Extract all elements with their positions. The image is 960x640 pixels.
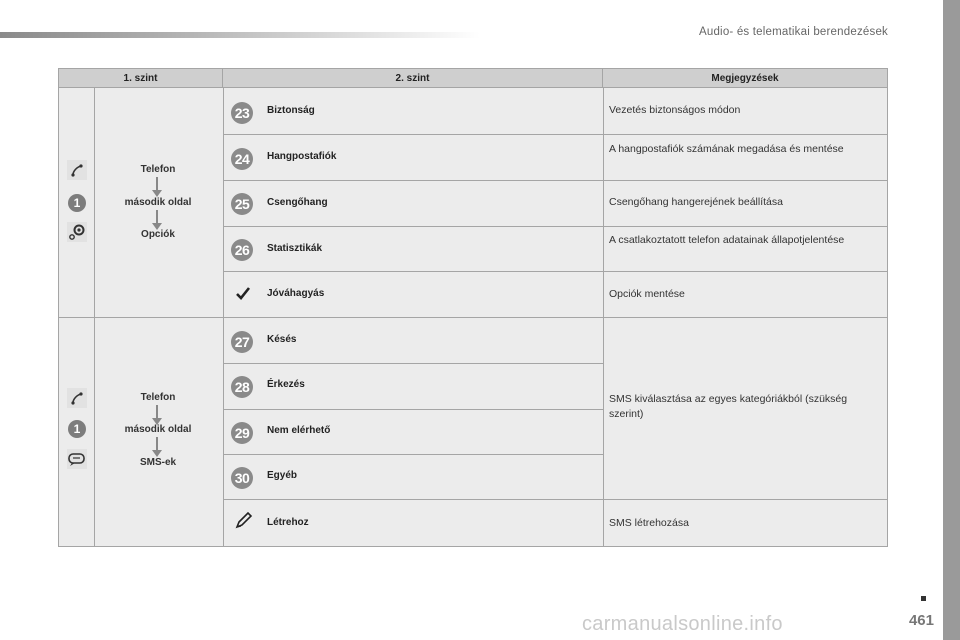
path-step: második oldal	[124, 424, 192, 435]
column-header-notes: Megjegyzések	[603, 69, 887, 88]
phone-icon	[67, 160, 87, 180]
page-header-title: Audio- és telematikai berendezések	[699, 26, 888, 38]
row-note: Csengőhang hangerejének beállítása	[609, 196, 783, 208]
message-icon	[67, 449, 87, 469]
row-note: A hangpostafiók számának megadása és mentése	[609, 143, 844, 155]
side-strip	[943, 0, 960, 640]
pencil-icon	[233, 511, 253, 531]
path-step: második oldal	[124, 197, 192, 208]
arrow-down-icon	[156, 437, 158, 451]
path-step: Telefon	[140, 392, 176, 403]
menu-number-badge: 29	[231, 422, 253, 444]
watermark: carmanualsonline.info	[582, 613, 783, 635]
divider	[223, 363, 603, 364]
menu-number-badge: 28	[231, 376, 253, 398]
divider	[223, 180, 887, 181]
arrow-down-icon	[156, 210, 158, 224]
menu-number-badge: 27	[231, 331, 253, 353]
row-label: Létrehoz	[267, 517, 309, 528]
row-note: Vezetés biztonságos módon	[609, 104, 741, 116]
page-number: 461	[908, 612, 934, 629]
level-badge: 1	[68, 420, 86, 438]
menu-number-badge: 30	[231, 467, 253, 489]
arrow-down-icon	[156, 177, 158, 191]
menu-number-badge: 23	[231, 102, 253, 124]
row-note: Opciók mentése	[609, 288, 685, 300]
level-badge: 1	[68, 194, 86, 212]
path-step: Telefon	[140, 164, 176, 175]
divider	[223, 454, 603, 455]
phone-icon	[67, 388, 87, 408]
menu-number-badge: 26	[231, 239, 253, 261]
menu-number-badge: 25	[231, 193, 253, 215]
row-label: Csengőhang	[267, 197, 328, 208]
divider	[223, 134, 887, 135]
check-icon	[235, 285, 251, 301]
divider	[223, 271, 887, 272]
column-header-level2: 2. szint	[223, 69, 603, 88]
menu-table	[58, 68, 888, 547]
divider	[59, 317, 887, 318]
shared-note: SMS kiválasztása az egyes kategóriákból (szükség szerint)	[609, 393, 848, 420]
path-step: Opciók	[141, 229, 175, 240]
arrow-down-icon	[156, 405, 158, 419]
row-label: Egyéb	[267, 470, 298, 481]
row-label: Nem elérhető	[267, 425, 331, 436]
menu-number-badge: 24	[231, 148, 253, 170]
row-note: A csatlakoztatott telefon adatainak állapotjelentése	[609, 234, 845, 246]
row-label: Hangpostafiók	[267, 151, 337, 162]
column-header-level1: 1. szint	[59, 69, 223, 88]
divider	[223, 409, 603, 410]
row-label: Érkezés	[267, 379, 305, 390]
divider	[223, 226, 887, 227]
row-label: Statisztikák	[267, 243, 323, 254]
row-label: Késés	[267, 334, 297, 345]
row-label: Biztonság	[267, 105, 315, 116]
header-gradient-bar	[0, 32, 480, 38]
settings-icon	[67, 222, 87, 242]
path-step: SMS-ek	[139, 457, 177, 468]
divider	[223, 499, 887, 500]
page-marker	[921, 596, 926, 601]
row-note: SMS létrehozása	[609, 517, 689, 529]
row-label: Jóváhagyás	[267, 288, 325, 299]
